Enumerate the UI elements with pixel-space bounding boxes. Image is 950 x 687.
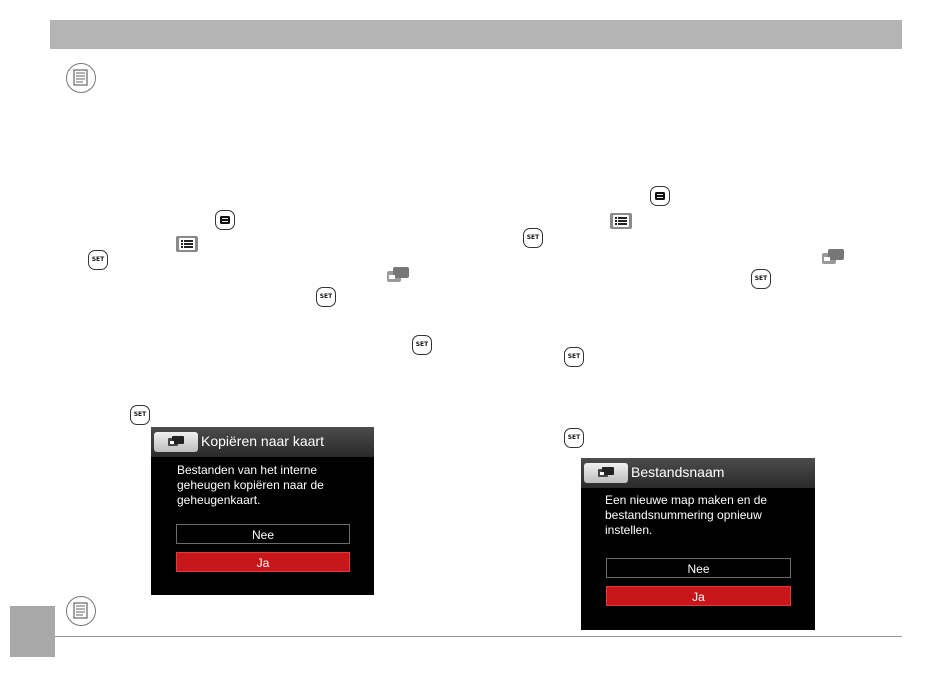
set-button-icon: SET — [751, 269, 771, 289]
dialog-title: Bestandsnaam — [631, 464, 725, 480]
menu-button-icon — [215, 210, 235, 230]
message-line: geheugen kopiëren naar de — [177, 478, 324, 492]
message-line: Bestanden van het interne — [177, 463, 318, 477]
message-line: Een nieuwe map maken en de — [605, 493, 768, 507]
set-button-icon: SET — [564, 347, 584, 367]
message-line: geheugenkaart. — [177, 493, 261, 507]
copy-to-card-icon — [154, 432, 198, 452]
file-name-dialog — [581, 458, 815, 630]
copy-to-card-icon — [584, 463, 628, 483]
option-yes-button[interactable]: Ja — [606, 586, 791, 606]
menu-button-icon — [650, 186, 670, 206]
dialog-message — [177, 463, 324, 508]
note-icon — [66, 596, 96, 626]
header-bar — [50, 20, 902, 49]
dialog-title: Kopiëren naar kaart — [201, 433, 324, 449]
set-button-icon: SET — [412, 335, 432, 355]
option-no-button[interactable]: Nee — [606, 558, 791, 578]
option-no-button[interactable]: Nee — [176, 524, 350, 544]
message-line: bestandsnummering opnieuw — [605, 508, 762, 522]
set-button-icon: SET — [88, 250, 108, 270]
copy-to-card-dialog — [151, 427, 374, 595]
note-icon — [66, 63, 96, 93]
set-button-icon: SET — [130, 405, 150, 425]
set-button-icon: SET — [564, 428, 584, 448]
copy-to-card-icon — [385, 266, 411, 284]
copy-to-card-icon — [820, 248, 846, 266]
list-menu-icon — [176, 236, 198, 252]
dialog-message — [605, 493, 767, 538]
option-yes-button[interactable]: Ja — [176, 552, 350, 572]
set-button-icon: SET — [316, 287, 336, 307]
page-number-block — [10, 606, 55, 657]
dialog-titlebar — [581, 458, 815, 488]
set-button-icon: SET — [523, 228, 543, 248]
message-line: instellen. — [605, 523, 653, 537]
dialog-titlebar — [151, 427, 374, 457]
list-menu-icon — [610, 213, 632, 229]
footer-divider — [55, 636, 902, 637]
